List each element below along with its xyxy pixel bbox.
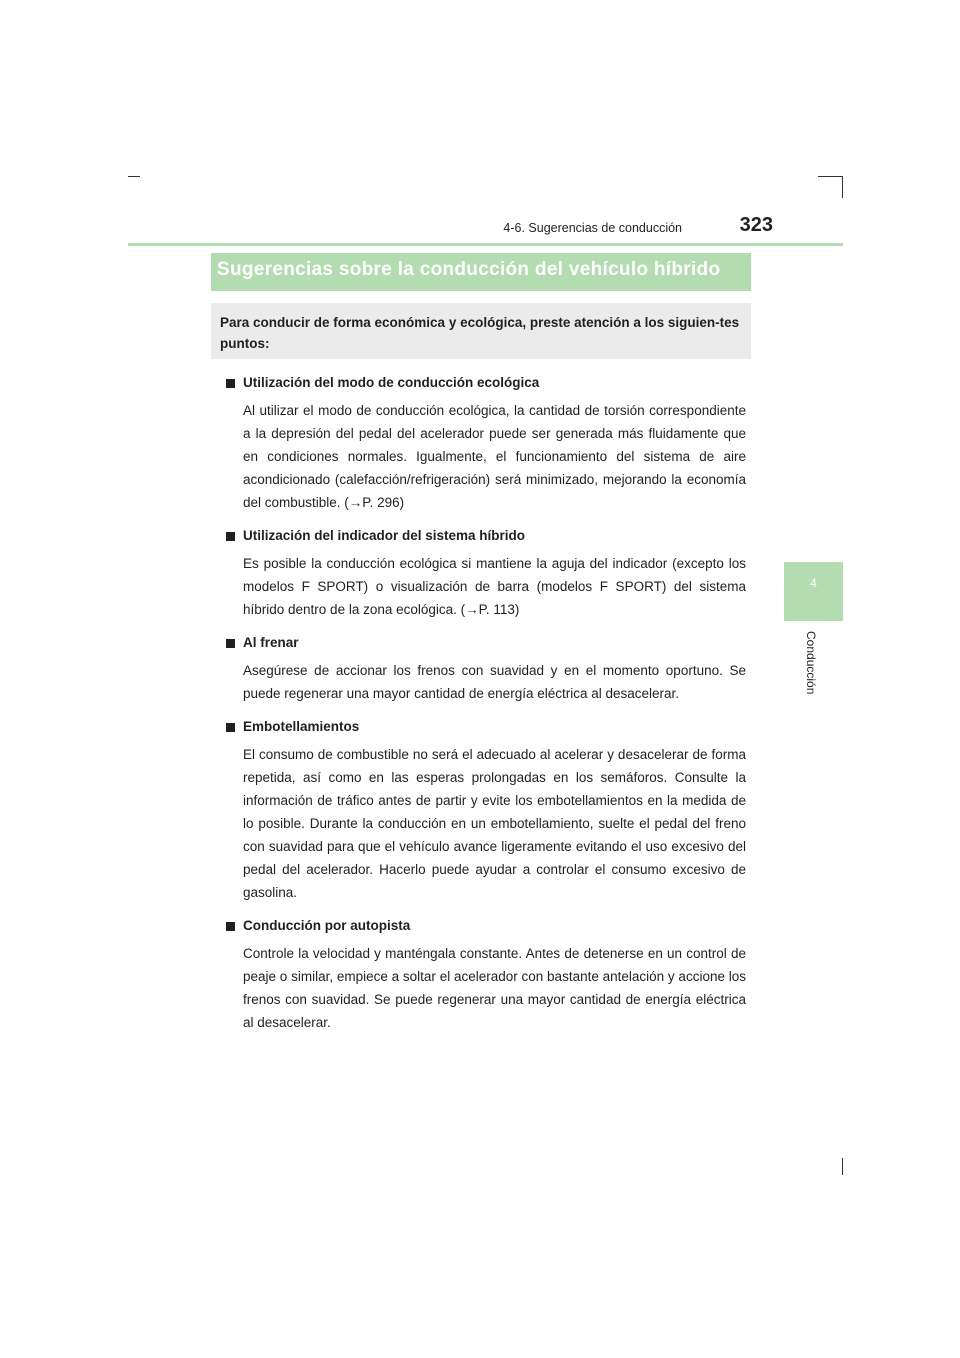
- section-header: 4-6. Sugerencias de conducción: [503, 221, 682, 235]
- square-bullet-icon: [226, 922, 235, 931]
- crop-mark: [842, 176, 843, 198]
- tip-body: Al utilizar el modo de conducción ecológica, la cantidad de torsión correspondiente a la depresión del pedal del acelerador puede ser generada más fluidamente que en condiciones normales. Igualmente, el funcionamiento del sistema de aire acondicionado (calefacción/refrigeración) será minimizado, mejorando la economía del combustible. (→P. 296): [243, 403, 746, 510]
- intro-box: [211, 303, 751, 359]
- section-title: Sugerencias sobre la conducción del vehículo híbrido: [217, 259, 721, 280]
- tip-body: Es posible la conducción ecológica si mantiene la aguja del indicador (excepto los modelos F SPORT) o visualización de barra (modelos F SPORT) del sistema híbrido dentro de la zona ecológica. (→P. 113): [243, 556, 746, 617]
- intro-text: Para conducir de forma económica y ecológica, preste atención a los siguien-tes puntos:: [220, 315, 740, 351]
- square-bullet-icon: [226, 639, 235, 648]
- square-bullet-icon: [226, 723, 235, 732]
- tip-item: [226, 915, 746, 1034]
- tip-heading-text: Utilización del indicador del sistema híbrido: [243, 528, 526, 543]
- square-bullet-icon: [226, 532, 235, 541]
- page-number: 323: [739, 214, 773, 236]
- tip-heading: [226, 632, 746, 654]
- tip-item: [226, 372, 746, 514]
- tip-heading-text: Al frenar: [243, 635, 299, 650]
- chapter-tab: [784, 562, 843, 621]
- tip-heading: [226, 525, 746, 547]
- section-title-bar: [211, 253, 751, 291]
- tip-item: [226, 632, 746, 705]
- tip-body: Controle la velocidad y manténgala constante. Antes de detenerse en un control de peaje o similar, empiece a soltar el acelerador con bastante antelación y accione los frenos con suavidad. Se puede regenerar una mayor cantidad de energía eléctrica al desacelerar.: [243, 946, 746, 1030]
- chapter-number: 4: [810, 576, 817, 590]
- chapter-label-text: Conducción: [804, 631, 818, 695]
- tip-heading-text: Embotellamientos: [243, 719, 360, 734]
- chapter-label: [805, 631, 821, 711]
- square-bullet-icon: [226, 379, 235, 388]
- tip-heading: [226, 372, 746, 394]
- tip-item: [226, 525, 746, 621]
- tip-heading: [226, 915, 746, 937]
- crop-mark: [818, 176, 843, 177]
- tip-heading-text: Utilización del modo de conducción ecológica: [243, 375, 540, 390]
- tips-list: [226, 372, 746, 1045]
- tip-heading-text: Conducción por autopista: [243, 918, 411, 933]
- tip-item: [226, 716, 746, 904]
- tip-heading: [226, 716, 746, 738]
- header-rule: [128, 243, 843, 246]
- crop-mark: [128, 176, 140, 177]
- tip-body: El consumo de combustible no será el adecuado al acelerar y desacelerar de forma repetida, así como en las esperas prolongadas en los semáforos. Consulte la información de tráfico antes de partir y evite los embotellamientos en la medida de lo posible. Durante la conducción en un embotellamiento, suelte el pedal del freno con suavidad para que el vehículo avance ligeramente evitando el uso excesivo del pedal del acelerador. Hacerlo puede ayudar a controlar el consumo excesivo de gasolina.: [243, 747, 746, 900]
- crop-mark: [842, 1158, 843, 1175]
- tip-body: Asegúrese de accionar los frenos con suavidad y en el momento oportuno. Se puede regenerar una mayor cantidad de energía eléctrica al desacelerar.: [243, 663, 746, 701]
